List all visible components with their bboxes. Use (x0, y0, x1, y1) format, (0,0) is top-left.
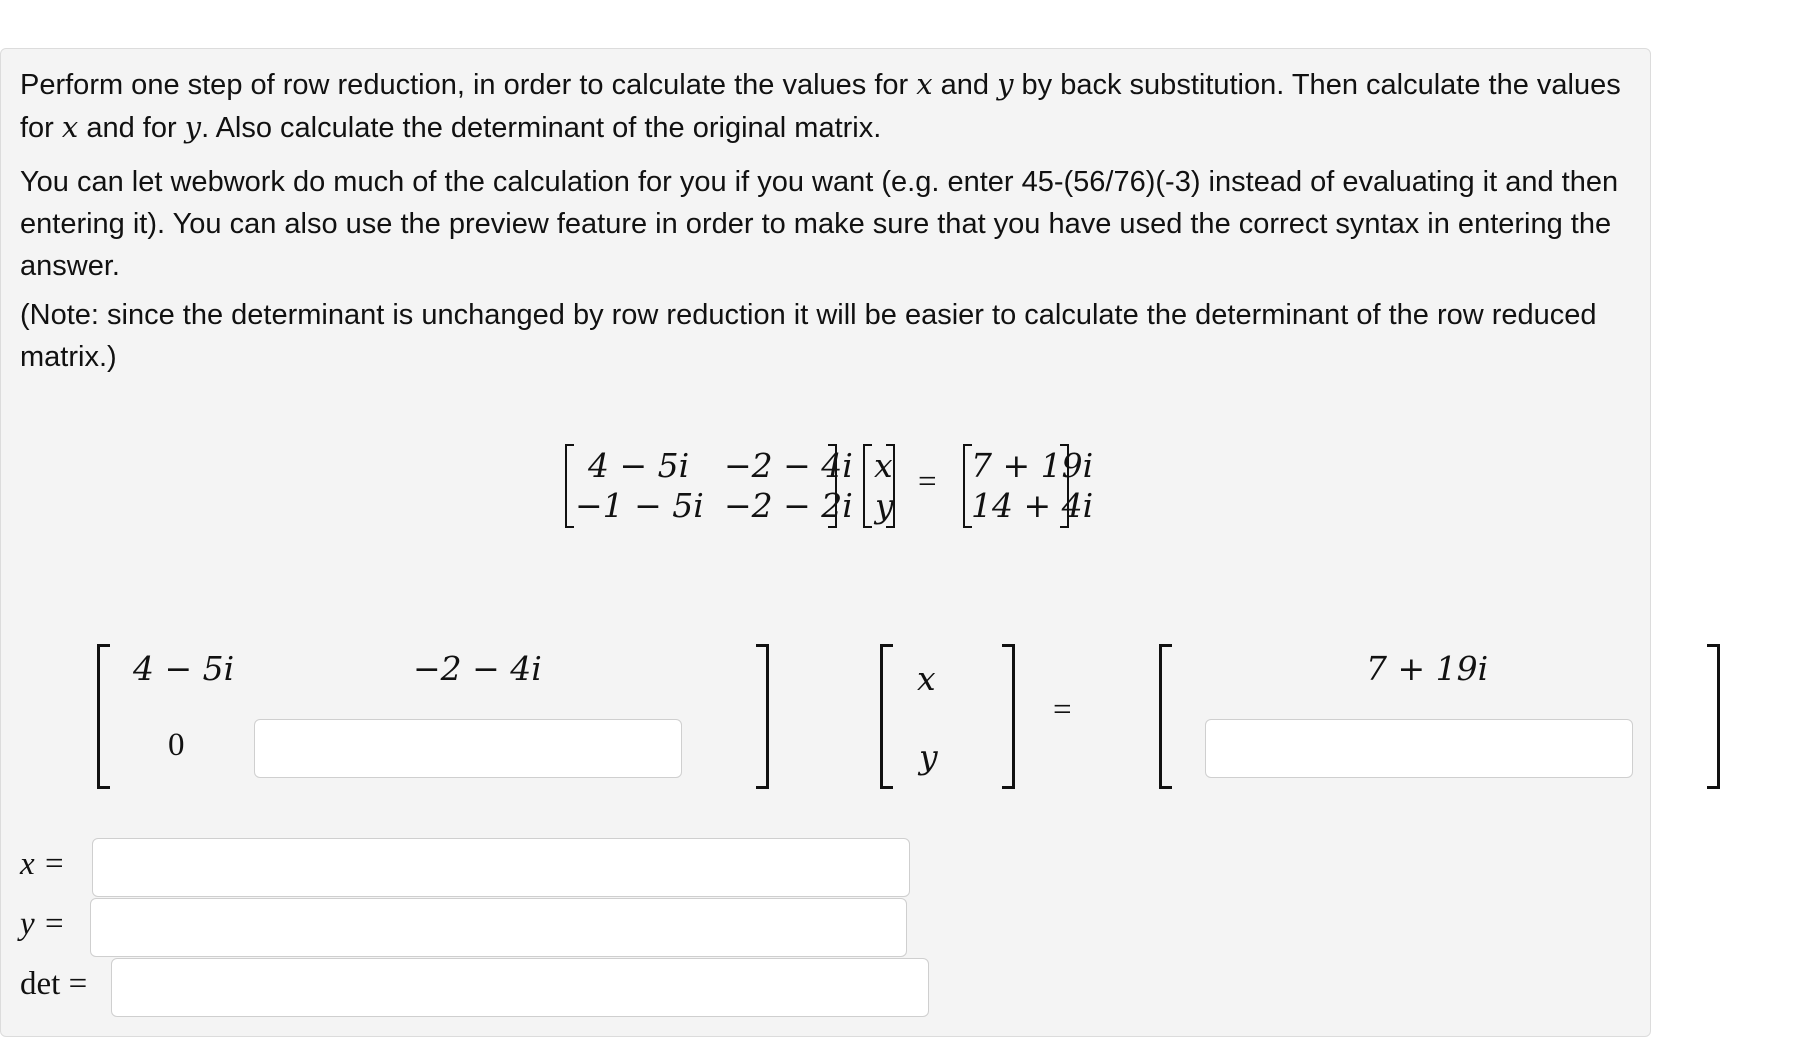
matrix-right-bracket (828, 444, 837, 528)
reduced-rb2-input[interactable] (1205, 719, 1633, 778)
reduced-matrix-left-bracket (97, 644, 110, 789)
instruction-paragraph-1: Perform one step of row reduction, in order to calculate the values for x and y by back substitution. Then calculate the values for x and for y. Also calculate the determinant of the original matrix. (20, 67, 1621, 144)
problem-panel (0, 48, 1651, 1037)
reduced-r21: 0 (168, 727, 185, 763)
y-answer-label: y = (20, 906, 66, 942)
matrix-left-bracket (565, 444, 574, 528)
y-answer-input[interactable] (90, 898, 907, 957)
reduced-equals-sign: = (1053, 692, 1072, 728)
instruction-paragraph-3: (Note: since the determinant is unchanged by row reduction it will be easier to calculate the determinant of the row reduced matrix.) (20, 299, 1597, 373)
matrix-a21: −1 − 5i (575, 486, 704, 525)
rhs-right-bracket (1060, 444, 1069, 528)
vector-x: x (874, 446, 893, 485)
instruction-paragraph-2: You can let webwork do much of the calculation for you if you want (e.g. enter 45-(56/76)(-3) instead of evaluating it and then entering it). You can also use the preview feature in order to make sure that you have used the correct syntax in entering the answer. (20, 166, 1619, 282)
vector-y: y (875, 486, 894, 525)
reduced-vector-right-bracket (1002, 644, 1015, 789)
equals-sign: = (918, 464, 937, 500)
reduced-vector-x: x (917, 659, 936, 698)
reduced-r12: −2 − 4i (413, 649, 542, 688)
reduced-vector-y: y (919, 737, 938, 776)
reduced-rb1: 7 + 19i (1366, 649, 1489, 688)
matrix-a12: −2 − 4i (724, 446, 853, 485)
reduced-matrix-right-bracket (756, 644, 769, 789)
x-answer-input[interactable] (92, 838, 910, 897)
reduced-r11: 4 − 5i (133, 649, 235, 688)
reduced-r22-input[interactable] (254, 719, 682, 778)
rhs-b1: 7 + 19i (971, 446, 1094, 485)
matrix-a22: −2 − 2i (724, 486, 853, 525)
rhs-b2: 14 + 4i (971, 486, 1094, 525)
det-answer-label: det = (20, 966, 88, 1002)
reduced-vector-left-bracket (880, 644, 893, 789)
reduced-rhs-left-bracket (1159, 644, 1172, 789)
original-system-equation (561, 444, 1101, 589)
vector-right-bracket (886, 444, 895, 528)
vector-left-bracket (863, 444, 872, 528)
matrix-a11: 4 − 5i (588, 446, 690, 485)
x-answer-label: x = (20, 846, 66, 882)
reduced-rhs-right-bracket (1707, 644, 1720, 789)
det-answer-input[interactable] (111, 958, 929, 1017)
